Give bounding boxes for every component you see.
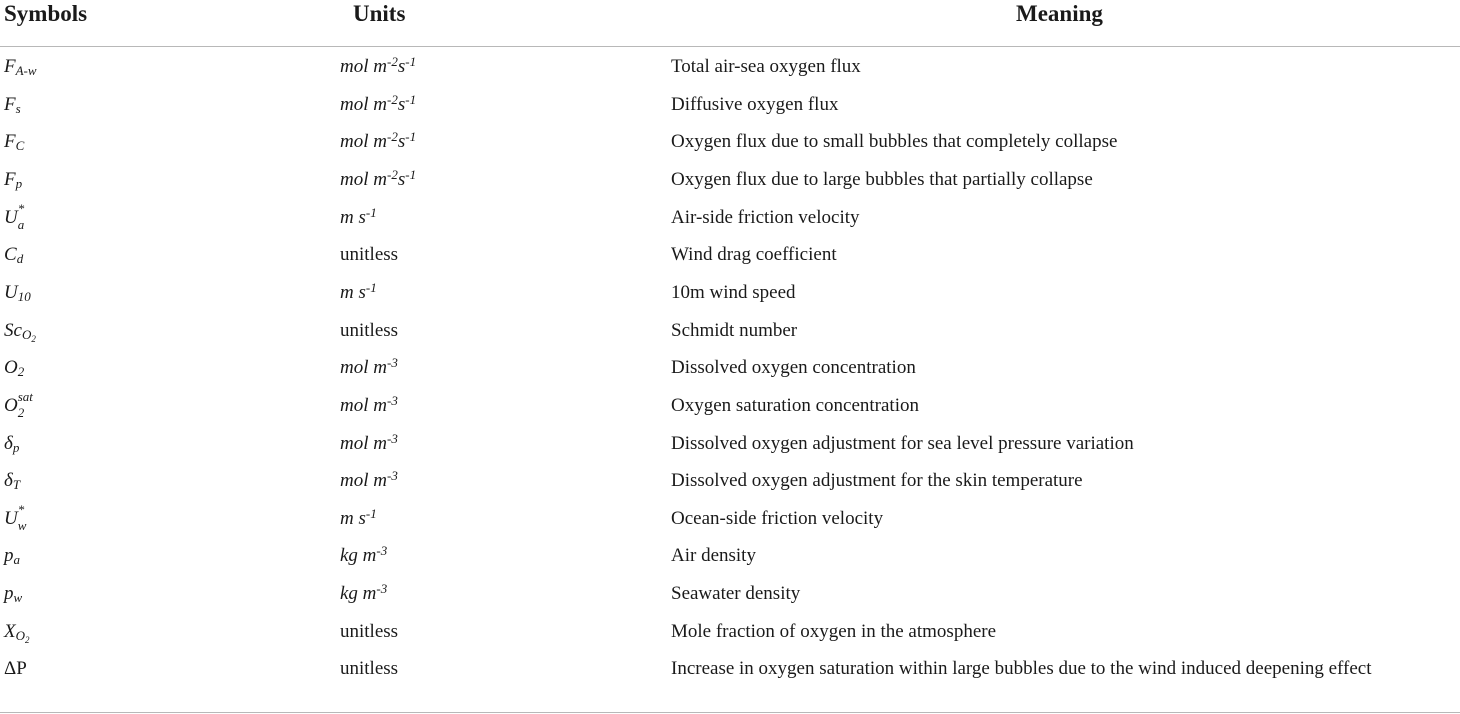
unit-exp: -1 [405,129,417,145]
symbol-base: F [4,56,16,77]
meaning-cell: Dissolved oxygen concentration [671,357,916,379]
symbol-sup: sat [17,388,33,404]
table-row [0,93,1460,131]
unit-main: m s [340,206,366,228]
unit-text: unitless [340,319,399,341]
unit-text [340,505,377,529]
symbol-cell [4,281,31,305]
table-row [0,388,1460,432]
unit-text: unitless [340,658,399,680]
unit-text: unitless [340,244,399,266]
unit-text [340,204,377,228]
symbol-base: δ [4,432,13,454]
unit-exp: -1 [405,166,417,182]
unit-text [340,56,416,77]
symbol-sub-text: w [13,590,23,606]
unit-text [340,583,387,604]
unit-main: mol m [340,432,387,454]
unit-exp: -1 [405,91,417,107]
symbol-cell [4,130,24,154]
unit-cell [340,507,377,531]
symbol-base: O [4,394,18,416]
unit-main: kg m [340,583,377,605]
symbol-sub [16,628,30,643]
symbol-sub [18,364,25,379]
meaning-cell: Oxygen saturation concentration [671,394,919,416]
unit-text [340,392,398,416]
meaning-cell: Air-side friction velocity [671,206,860,228]
table-row [0,501,1460,545]
symbol-sub [16,63,37,78]
symbol-sub-text: O [15,627,25,643]
unit-exp: -1 [365,505,377,521]
table-row [0,582,1460,620]
unit-cell [340,356,398,380]
unit-cell [340,168,416,192]
symbol-base: F [4,93,16,115]
symbol-sub [14,552,21,567]
symbol-base: U [4,206,18,228]
symbol-base: p [4,545,14,567]
symbol-sub [22,327,36,342]
unit-main: kg m [340,545,377,567]
unit-text [340,357,398,378]
symbol-sub [17,251,24,266]
unit-exp: -2 [386,54,398,69]
symbol-cell [4,388,46,420]
symbol-sub-text: T [12,477,21,493]
unit-mid: s [397,56,406,77]
table-row [0,319,1460,357]
symbol-sub-text: A-w [15,63,37,78]
symbol-cell [4,620,30,644]
symbol-scripts [17,200,46,232]
unit-text [340,279,377,303]
unit-mid: s [397,131,406,153]
symbol-sub [13,477,20,492]
meaning-cell: Wind drag coefficient [671,244,837,266]
unit-main: mol m [340,93,387,115]
symbol-cell [4,93,21,117]
unit-cell [340,319,398,343]
unit-exp: -3 [386,392,398,408]
unit-cell [340,93,416,117]
unit-text [340,91,417,115]
symbol-cell [4,582,22,606]
unit-text [340,545,387,566]
symbol-sub-text: 10 [17,288,31,304]
table-row [0,356,1460,394]
symbol-sub-text: d [16,251,24,267]
symbol-sub: w [17,517,27,533]
symbol-sub-text: s [15,100,21,116]
unit-cell [340,281,377,305]
header-rule [0,46,1460,47]
symbol-sup: * [17,501,25,517]
table-row [0,544,1460,582]
meaning-cell: Air density [671,545,756,567]
symbol-sub: a [17,216,25,232]
symbol-base: p [4,583,14,605]
unit-main: mol m [340,394,387,416]
unit-exp: -3 [376,543,388,559]
symbol-sub [13,440,20,455]
symbol-cell [4,544,20,568]
symbol-base: X [4,620,16,642]
symbol-sub [18,289,31,304]
unit-exp: -3 [386,430,398,446]
unit-cell [340,432,398,456]
symbol-base: C [4,244,17,266]
unit-main: mol m [340,168,387,190]
symbol-sub-text: 2 [17,364,25,380]
symbol-cell [4,319,36,343]
table-row [0,469,1460,507]
symbol-sub-text: p [15,175,23,191]
symbol-base: O [4,357,18,379]
unit-exp: -3 [386,355,398,371]
header-units: Units [353,1,406,26]
symbol-cell [4,200,46,232]
unit-cell [340,469,398,493]
unit-exp: -1 [365,279,377,295]
meaning-cell: Dissolved oxygen adjustment for the skin temperature [671,470,1083,492]
symbol-base: ΔP [4,658,27,680]
symbol-sub [14,590,23,605]
meaning-cell: Mole fraction of oxygen in the atmosphere [671,620,997,642]
unit-cell [340,657,398,681]
symbol-sub: 2 [17,404,25,420]
symbol-base: F [4,131,16,153]
unit-text: unitless [340,620,399,642]
unit-cell [340,243,398,267]
symbol-cell [4,55,37,79]
symbol-cell [4,356,24,380]
table-row [0,168,1460,206]
symbol-cell [4,243,23,267]
table-row [0,432,1460,470]
unit-exp: -1 [365,204,377,220]
symbol-sub2: 2 [31,333,36,344]
symbol-sub-text: p [12,439,20,455]
unit-cell [340,394,398,418]
symbol-cell [4,469,20,493]
unit-exp: -1 [405,54,417,69]
unit-main: m s [340,507,366,529]
table-row [0,55,1460,93]
table-row [0,620,1460,658]
symbol-base: Sc [4,319,22,341]
symbol-base: F [4,168,16,190]
table-row [0,281,1460,319]
unit-mid: s [397,93,406,115]
symbol-cell [4,432,19,456]
unit-main: mol m [340,131,387,153]
symbol-sub [16,101,21,116]
unit-main: mol m [340,56,387,77]
table-row [0,130,1460,168]
meaning-cell: Dissolved oxygen adjustment for sea level pressure variation [671,432,1134,454]
unit-cell [340,582,387,606]
symbol-base: δ [4,470,13,492]
symbol-sub [16,176,23,191]
table-header [0,0,1460,46]
meaning-cell: Increase in oxygen saturation within large bubbles due to the wind induced deepening effect [671,658,1372,680]
unit-main: m s [340,281,366,303]
table-row [0,657,1460,695]
unit-exp: -2 [386,129,398,145]
unit-exp: -2 [386,166,398,182]
unit-cell [340,206,377,230]
unit-main: mol m [340,357,387,379]
unit-exp: -2 [386,91,398,107]
unit-cell [340,620,398,644]
symbol-sub [16,138,25,153]
unit-cell [340,130,416,154]
unit-mid: s [397,168,406,190]
header-symbols: Symbols [4,1,88,26]
unit-exp: -3 [376,581,388,597]
unit-text [340,470,398,491]
meaning-cell: Seawater density [671,583,801,605]
symbol-scripts [17,501,46,533]
symbol-sup: * [17,200,25,216]
symbol-cell [4,657,27,681]
meaning-cell: Total air-sea oxygen flux [671,56,861,77]
meaning-cell: Diffusive oxygen flux [671,93,839,115]
symbol-sub-text: C [15,138,25,154]
table-row [0,200,1460,244]
unit-text [340,131,416,152]
meaning-cell: Schmidt number [671,319,798,341]
meaning-cell: 10m wind speed [671,281,796,303]
unit-text [340,430,398,454]
table-row [0,243,1460,281]
symbol-cell [4,501,46,533]
symbol-cell [4,168,22,192]
unit-cell [340,544,387,568]
symbol-base: U [4,507,18,529]
unit-exp: -3 [386,468,398,484]
meaning-cell: Ocean-side friction velocity [671,507,884,529]
bottom-rule [0,712,1460,713]
symbol-sub-text: a [13,552,20,568]
unit-text [340,166,417,190]
header-meaning: Meaning [1016,1,1103,26]
symbol-sub2: 2 [25,634,30,645]
unit-cell [340,55,416,79]
unit-main: mol m [340,470,387,492]
symbol-sub-text: O [21,326,32,342]
symbol-base: U [4,281,18,303]
symbol-scripts [17,388,46,420]
meaning-cell: Oxygen flux due to large bubbles that partially collapse [671,168,1093,190]
meaning-cell: Oxygen flux due to small bubbles that completely collapse [671,131,1118,153]
